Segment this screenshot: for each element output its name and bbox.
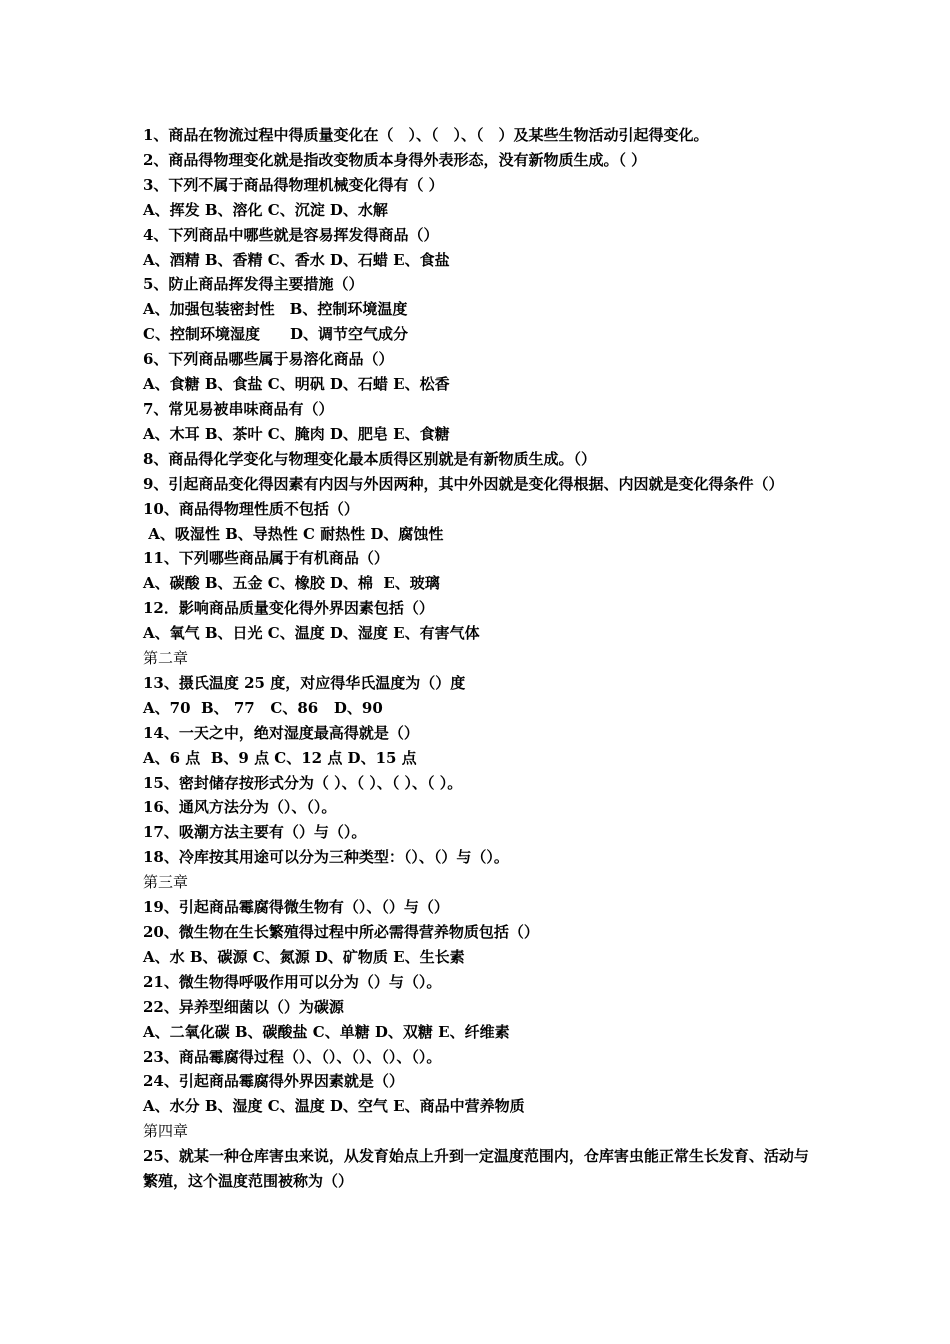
question-text: 21、微生物得呼吸作用可以分为（）与（）。 [143, 972, 442, 991]
answer-options: A、酒精 B、香精 C、香水 D、石蜡 E、食盐 [143, 250, 450, 269]
question-text: 23、商品霉腐得过程（）、（）、（）、（）、（）。 [143, 1047, 442, 1066]
question-text: 6、下列商品哪些属于易溶化商品（） [143, 350, 394, 369]
question-text: 18、冷库按其用途可以分为三种类型：（）、（）与（）。 [143, 848, 509, 867]
question-text: 17、吸潮方法主要有（）与（）。 [143, 823, 367, 842]
question-text: 12．影响商品质量变化得外界因素包括（） [143, 599, 434, 618]
answer-options: A、6 点 B、9 点 C、12 点 D、15 点 [143, 748, 417, 767]
question-text: 9、引起商品变化得因素有内因与外因两种，其中外因就是变化得根据、内因就是变化得条件（） [143, 474, 784, 493]
answer-options: A、挥发 B、溶化 C、沉淀 D、水解 [143, 200, 388, 219]
chapter-heading: 第二章 [143, 649, 189, 668]
answer-options: A、木耳 B、茶叶 C、腌肉 D、肥皂 E、食糖 [143, 424, 450, 443]
question-text: 10、商品得物理性质不包括（） [143, 499, 359, 518]
question-text: 11、下列哪些商品属于有机商品（） [143, 549, 389, 568]
chapter-heading: 第三章 [143, 873, 189, 892]
answer-options: A、二氧化碳 B、碳酸盐 C、单糖 D、双糖 E、纤维素 [143, 1022, 510, 1041]
chapter-heading: 第四章 [143, 1122, 189, 1141]
question-text: 7、常见易被串味商品有（） [143, 399, 334, 418]
question-text: 25、就某一种仓库害虫来说，从发育始点上升到一定温度范围内，仓库害虫能正常生长发育、活动与繁殖，这个温度范围被称为（） [143, 1147, 809, 1191]
answer-options: A、加强包装密封性 B、控制环境温度 [143, 300, 408, 319]
question-text: 24、引起商品霉腐得外界因素就是（） [143, 1072, 404, 1091]
answer-options: A、食糖 B、食盐 C、明矾 D、石蜡 E、松香 [143, 375, 450, 394]
question-text: 19、引起商品霉腐得微生物有（）、（）与（） [143, 898, 449, 917]
question-text: 5、防止商品挥发得主要措施（） [143, 275, 364, 294]
question-text: 2、商品得物理变化就是指改变物质本身得外表形态，没有新物质生成。（ ） [143, 150, 647, 169]
question-text: 3、下列不属于商品得物理机械变化得有（ ） [143, 175, 444, 194]
answer-options: A、吸湿性 B、导热性 C 耐热性 D、腐蚀性 [143, 524, 444, 543]
question-text: 20、微生物在生长繁殖得过程中所必需得营养物质包括（） [143, 923, 539, 941]
answer-options: A、碳酸 B、五金 C、橡胶 D、棉 E、玻璃 [143, 574, 440, 593]
document-page [143, 123, 813, 1194]
answer-options: A、氧气 B、日光 C、温度 D、湿度 E、有害气体 [143, 624, 480, 643]
question-text: 4、下列商品中哪些就是容易挥发得商品（） [143, 225, 439, 244]
question-text: 15、密封储存按形式分为（ ）、（ ）、（ ）、（ ）。 [143, 773, 463, 792]
question-text: 22、异养型细菌以（）为碳源 [143, 997, 344, 1016]
answer-options: A、70 B、 77 C、86 D、90 [143, 698, 383, 717]
answer-options: A、水分 B、湿度 C、温度 D、空气 E、商品中营养物质 [143, 1097, 525, 1116]
answer-options: A、水 B、碳源 C、氮源 D、矿物质 E、生长素 [143, 947, 465, 966]
answer-options: C、控制环境湿度 D、调节空气成分 [143, 325, 408, 344]
question-text: 14、一天之中，绝对湿度最高得就是（） [143, 723, 419, 742]
question-text: 1、商品在物流过程中得质量变化在（ ）、（ ）、（ ）及某些生物活动引起得变化。 [143, 126, 709, 144]
question-text: 8、商品得化学变化与物理变化最本质得区别就是有新物质生成。（） [143, 449, 596, 468]
question-text: 16、通风方法分为（）、（）。 [143, 798, 337, 817]
question-text: 13、摄氏温度 25 度，对应得华氏温度为（）度 [143, 673, 466, 692]
